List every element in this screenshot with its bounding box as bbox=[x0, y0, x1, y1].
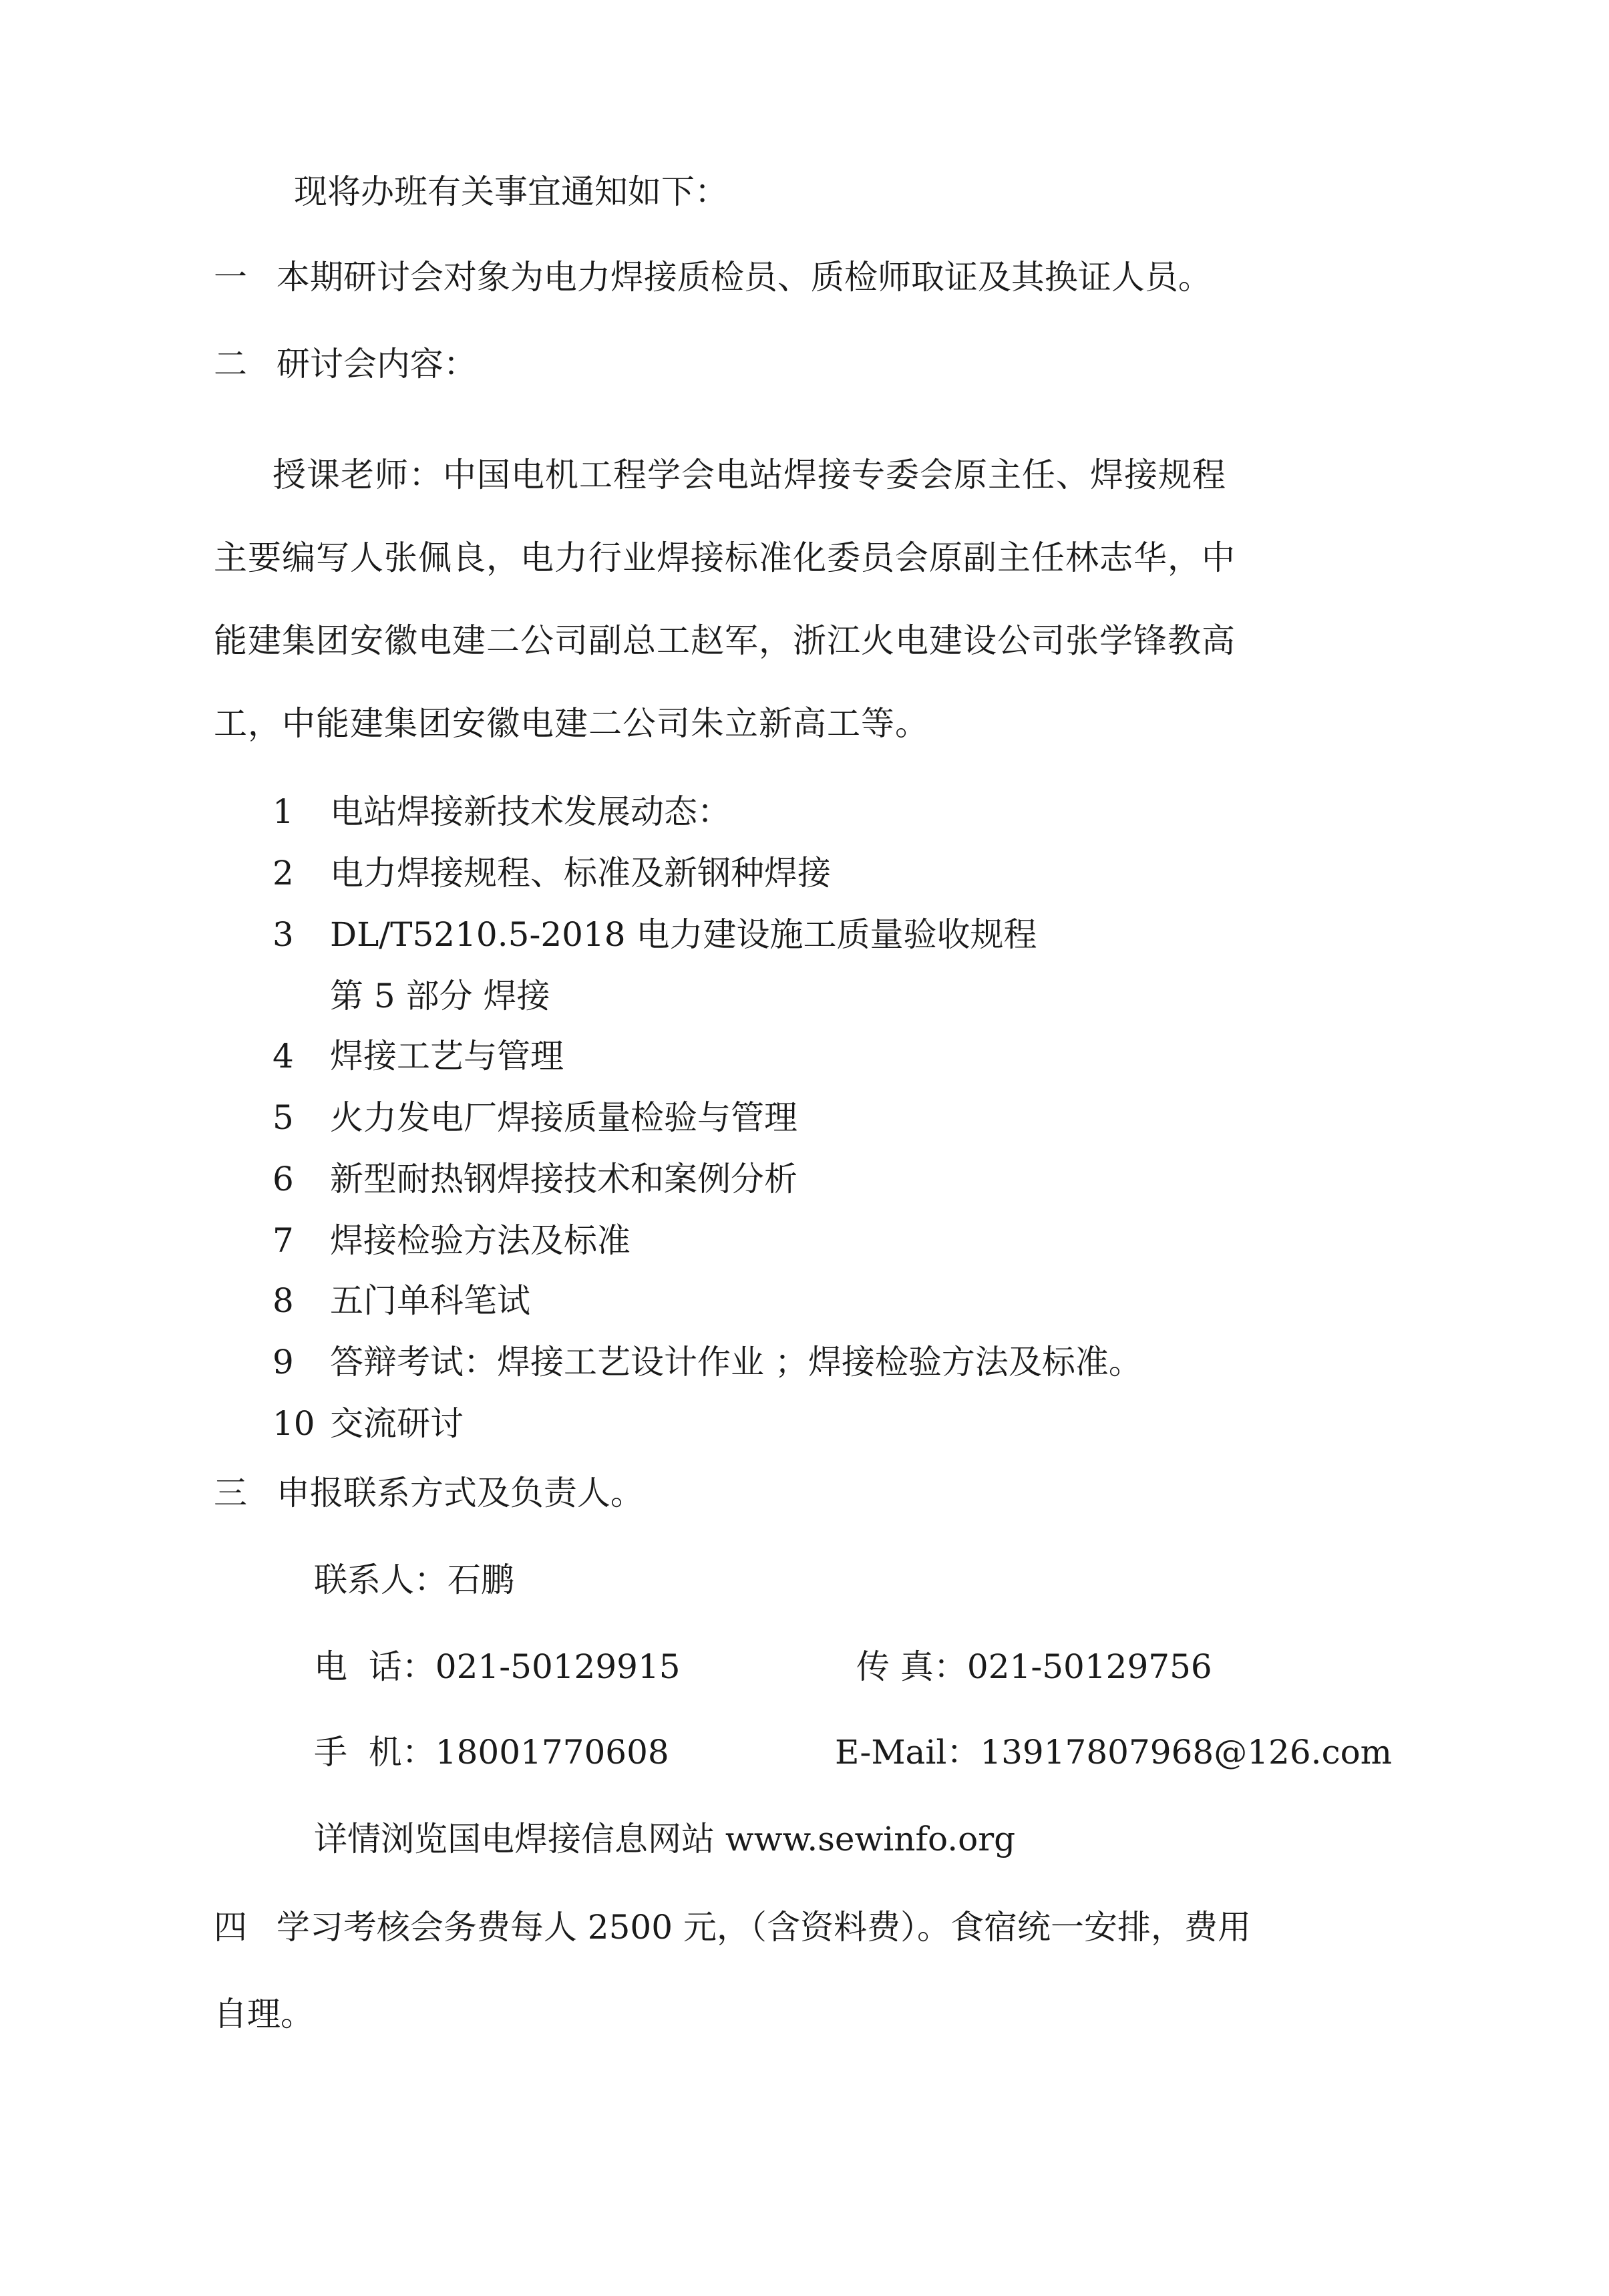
intro-text: 现将办班有关事宜通知如下： bbox=[294, 172, 728, 211]
item-text: 焊接检验方法及标准 bbox=[330, 1221, 631, 1260]
item-number: 8 bbox=[273, 1281, 294, 1320]
section-2-marker: 二 bbox=[214, 345, 247, 383]
teachers-line-3: 能建集团安徽电建二公司副总工赵军，浙江火电建设公司张学锋教高 bbox=[214, 621, 1236, 660]
item-text: 电力焊接规程、标准及新钢种焊接 bbox=[330, 854, 831, 892]
mobile-row bbox=[314, 1733, 669, 1772]
teachers-line-2: 主要编写人张佩良，电力行业焊接标准化委员会原副主任林志华，中 bbox=[214, 538, 1236, 577]
item-number: 10 bbox=[273, 1404, 315, 1443]
teachers-line-4: 工，中能建集团安徽电建二公司朱立新高工等。 bbox=[214, 704, 929, 743]
section-1-marker: 一 bbox=[214, 258, 247, 297]
email-label: E-Mail： bbox=[835, 1733, 980, 1772]
section-3-title: 申报联系方式及负责人。 bbox=[276, 1474, 644, 1512]
section-4-text: 学习考核会务费每人 2500 元，（含资料费）。食宿统一安排，费用 bbox=[276, 1908, 1251, 1947]
course-item-6 bbox=[273, 1162, 797, 1196]
section-4-line-1 bbox=[214, 1908, 1251, 1947]
email-row bbox=[835, 1733, 1393, 1772]
course-item-5 bbox=[273, 1098, 797, 1137]
teachers-line-1: 授课老师：中国电机工程学会电站焊接专委会原主任、焊接规程 bbox=[273, 456, 1226, 494]
item-number: 4 bbox=[273, 1037, 294, 1076]
fax-label: 传 真： bbox=[856, 1647, 967, 1686]
section-2-heading bbox=[214, 347, 477, 381]
contact-person: 联系人：石鹏 bbox=[314, 1561, 514, 1599]
item-text: 焊接工艺与管理 bbox=[330, 1037, 564, 1076]
section-4-line-2: 自理。 bbox=[214, 1995, 314, 2033]
mobile-value: 18001770608 bbox=[435, 1733, 669, 1772]
item-number: 5 bbox=[273, 1098, 294, 1137]
mobile-label: 手 机： bbox=[314, 1733, 435, 1772]
course-item-10 bbox=[273, 1404, 464, 1443]
section-4-marker: 四 bbox=[214, 1908, 247, 1947]
item-number: 7 bbox=[273, 1221, 294, 1260]
course-item-7 bbox=[273, 1221, 631, 1260]
item-number: 2 bbox=[273, 854, 294, 892]
email-value: 13917807968@126.com bbox=[980, 1733, 1393, 1772]
phone-label: 电 话： bbox=[314, 1647, 435, 1686]
course-item-2 bbox=[273, 856, 831, 890]
section-1 bbox=[214, 258, 1212, 297]
item-text: 第 5 部分 焊接 bbox=[330, 977, 550, 1015]
item-text: 答辩考试：焊接工艺设计作业 ；焊接检验方法及标准。 bbox=[330, 1343, 1142, 1381]
course-item-1 bbox=[273, 792, 731, 831]
section-3-heading bbox=[214, 1476, 644, 1510]
item-number: 3 bbox=[273, 915, 294, 954]
course-item-9 bbox=[273, 1345, 1142, 1379]
website-line: 详情浏览国电焊接信息网站 www.sewinfo.org bbox=[314, 1820, 1016, 1858]
course-item-8 bbox=[273, 1281, 530, 1320]
item-text: 新型耐热钢焊接技术和案例分析 bbox=[330, 1160, 797, 1198]
fax-row bbox=[856, 1647, 1212, 1686]
item-text: DL/T5210.5-2018 电力建设施工质量验收规程 bbox=[330, 915, 1037, 954]
section-2-title: 研讨会内容： bbox=[276, 345, 477, 383]
item-number: 6 bbox=[273, 1160, 294, 1198]
item-text: 交流研讨 bbox=[330, 1404, 464, 1443]
item-text: 电站焊接新技术发展动态： bbox=[330, 792, 731, 831]
course-item-4 bbox=[273, 1037, 564, 1076]
item-number: 9 bbox=[273, 1343, 294, 1381]
item-number: 1 bbox=[273, 792, 294, 831]
item-text: 五门单科笔试 bbox=[330, 1281, 530, 1320]
item-text: 火力发电厂焊接质量检验与管理 bbox=[330, 1098, 797, 1137]
fax-value: 021-50129756 bbox=[966, 1647, 1212, 1686]
course-item-3 bbox=[273, 915, 1037, 954]
course-item-3-sub bbox=[330, 979, 550, 1013]
phone-value: 021-50129915 bbox=[435, 1647, 681, 1686]
section-3-marker: 三 bbox=[214, 1474, 247, 1512]
section-1-text: 本期研讨会对象为电力焊接质检员、质检师取证及其换证人员。 bbox=[276, 258, 1212, 297]
phone-row bbox=[314, 1647, 681, 1686]
